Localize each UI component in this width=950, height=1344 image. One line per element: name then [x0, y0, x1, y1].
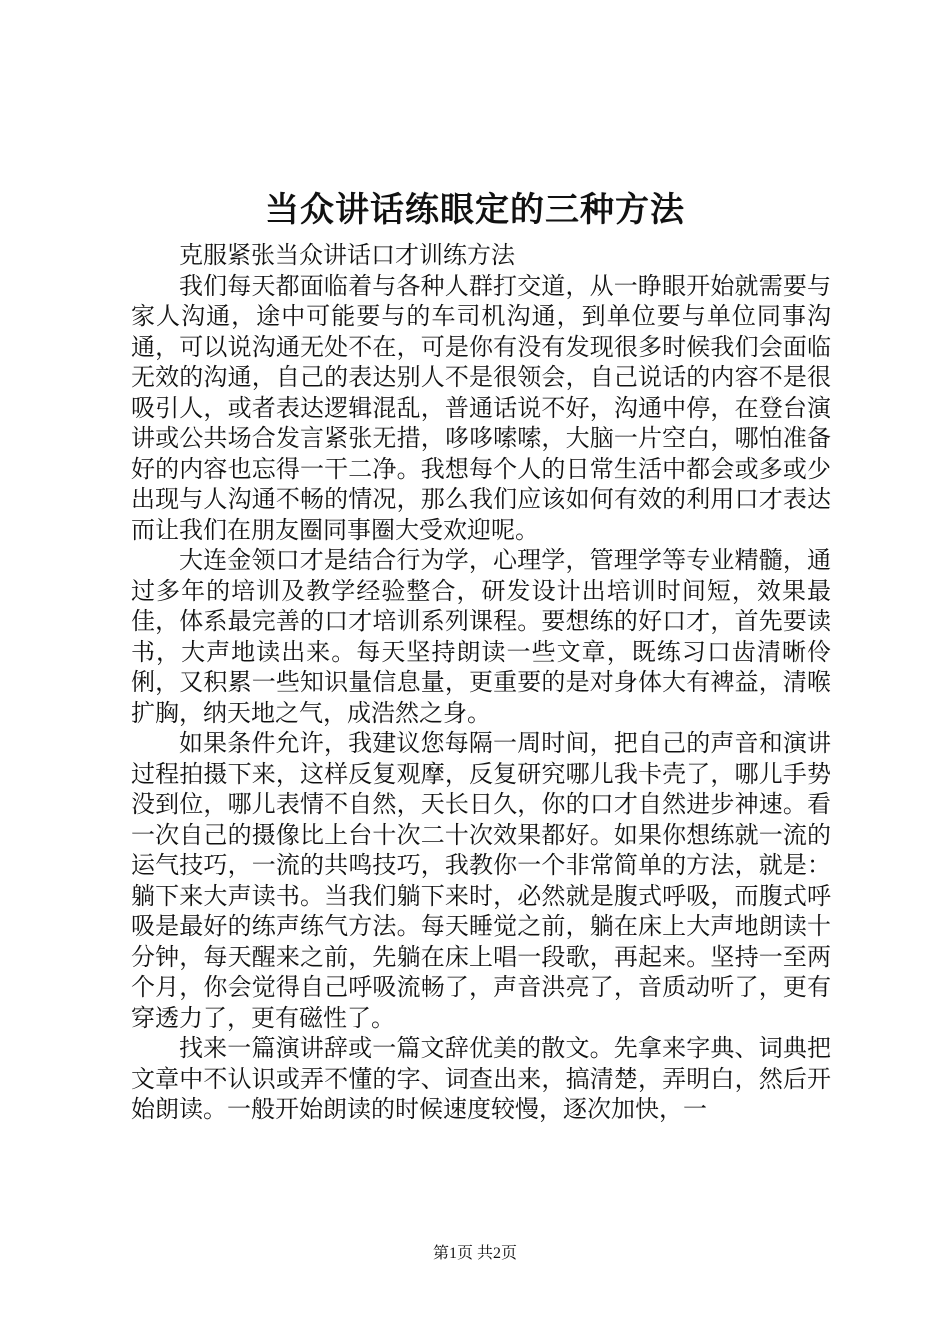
body-paragraph-4: 找来一篇演讲辞或一篇文辞优美的散文。先拿来字典、词典把文章中不认识或弄不懂的字、词查出来，搞清楚，弄明白，然后开始朗读。一般开始朗读的时候速度较慢，逐次加快，一 [131, 1034, 831, 1123]
subtitle-paragraph: 克服紧张当众讲话口才训练方法 [179, 241, 515, 269]
body-paragraph-1: 我们每天都面临着与各种人群打交道，从一睁眼开始就需要与家人沟通，途中可能要与的车司机沟通，到单位要与单位同事沟通，可以说沟通无处不在，可是你有没有发现很多时候我们会面临无效的沟通，自己的表达别人不是很领会，自己说话的内容不是很吸引人，或者表达逻辑混乱，普通话说不好，沟通中停，在登台演讲或公共场合发言紧张无措，哆哆嗦嗦，大脑一片空白，哪怕准备好的内容也忘得一干二净。我想每个人的日常生活中都会或多或少出现与人沟通不畅的情况，那么我们应该如何有效的利用口才表达而让我们在朋友圈同事圈大受欢迎呢。 [131, 271, 831, 544]
page-footer: 第1页 共2页 [432, 1245, 517, 1262]
body-paragraph-3: 如果条件允许，我建议您每隔一周时间，把自己的声音和演讲过程拍摄下来，这样反复观摩，反复研究哪儿我卡壳了，哪儿手势没到位，哪儿表情不自然，天长日久，你的口才自然进步神速。看一次自己的摄像比上台十次二十次效果都好。如果你想练就一流的运气技巧，一流的共鸣技巧，我教你一个非常简单的方法，就是：躺下来大声读书。当我们躺下来时，必然就是腹式呼吸，而腹式呼吸是最好的练声练气方法。每天睡觉之前，躺在床上大声地朗读十分钟，每天醒来之前，先躺在床上唱一段歌，再起来。坚持一至两个月，你会觉得自己呼吸流畅了，声音洪亮了，音质动听了，更有穿透力了，更有磁性了。 [131, 729, 831, 1032]
body-paragraph-2: 大连金领口才是结合行为学，心理学，管理学等专业精髓，通过多年的培训及教学经验整合，研发设计出培训时间短，效果最佳，体系最完善的口才培训系列课程。要想练的好口才，首先要读书，大声地读出来。每天坚持朗读一些文章，既练习口齿清晰伶俐，又积累一些知识量信息量，更重要的是对身体大有裨益，清喉扩胸，纳天地之气，成浩然之身。 [131, 546, 831, 727]
document-body [131, 240, 831, 1125]
page-title: 当众讲话练眼定的三种方法 [265, 190, 685, 230]
